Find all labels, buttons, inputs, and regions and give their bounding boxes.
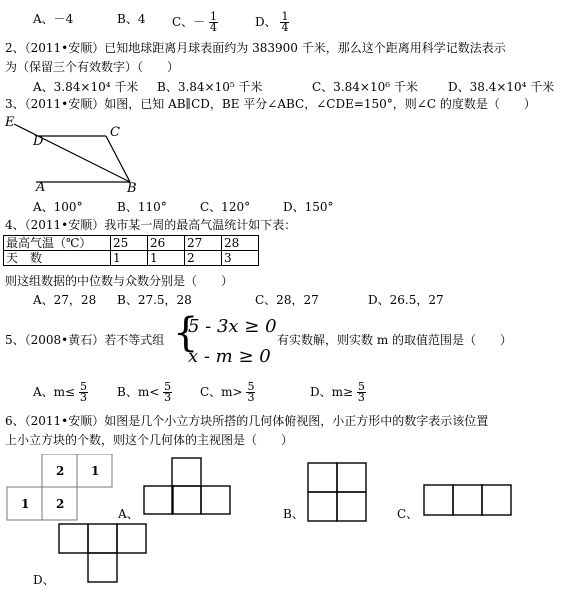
q5-option-d-fraction xyxy=(357,382,366,403)
q5-option-c xyxy=(200,382,255,403)
q2-option-b: B、3.84×10⁵ 千米 xyxy=(157,80,263,94)
point-label-d: D xyxy=(33,134,44,149)
q6-stem-line1: 6、（2011•安顺）如图是几个小立方块所搭的几何体俯视图，小正方形中的数字表示该位置 xyxy=(5,414,489,428)
q4-option-c: C、28，27 xyxy=(255,293,319,307)
q2-option-c: C、3.84×10⁶ 千米 xyxy=(312,80,418,94)
q3-option-d: D、150° xyxy=(283,200,334,214)
q5-inequality-2: x - m ≥ 0 xyxy=(188,346,271,367)
q5-option-c-label: C、m> xyxy=(200,385,243,399)
temperature-table xyxy=(3,235,259,266)
table-cell: 2 xyxy=(185,251,222,266)
q2-stem-line2: 为（保留三个有效数字）（ ） xyxy=(5,60,180,74)
fraction-denominator: 3 xyxy=(357,391,365,404)
point-label-c: C xyxy=(110,125,120,140)
fraction-numerator: 5 xyxy=(357,380,365,393)
table-cell: 26 xyxy=(148,236,185,251)
q6-option-b: B、 xyxy=(283,507,304,521)
fraction-denominator: 4 xyxy=(210,21,218,34)
q3-stem: 3、（2011•安顺）如图，已知 AB∥CD，BE 平分∠ABC，∠CDE=150°，则∠C 的度数是（ ） xyxy=(5,97,536,111)
grid-number: 1 xyxy=(21,497,30,511)
table-cell: 3 xyxy=(222,251,259,266)
q5-stem-suffix: 有实数解，则实数 m 的取值范围是（ ） xyxy=(277,333,513,347)
q5-option-d xyxy=(310,382,366,403)
q6-option-b-figure xyxy=(307,462,369,524)
q6-option-d: D、 xyxy=(33,573,55,587)
q1-option-d-fraction xyxy=(280,12,289,33)
table-cell: 1 xyxy=(148,251,185,266)
q4-option-b: B、27.5，28 xyxy=(117,293,192,307)
table-cell: 1 xyxy=(111,251,148,266)
fraction-denominator: 3 xyxy=(247,391,255,404)
fraction-numerator: 1 xyxy=(281,10,289,23)
table-cell: 25 xyxy=(111,236,148,251)
q5-option-b xyxy=(117,382,172,403)
fraction-denominator: 4 xyxy=(281,21,289,34)
q5-stem-prefix: 5、（2008•黄石）若不等式组 xyxy=(5,333,165,347)
q3-option-a: A、100° xyxy=(33,200,83,214)
point-label-b: B xyxy=(127,181,137,196)
q3-geometry-figure xyxy=(0,112,150,197)
q5-option-c-fraction xyxy=(246,382,255,403)
q6-option-a: A、 xyxy=(118,507,139,521)
q6-top-view-grid xyxy=(6,454,118,522)
q1-option-d-label: D、 xyxy=(255,15,277,29)
point-label-e: E xyxy=(5,115,15,130)
q6-option-c-figure xyxy=(423,484,515,518)
grid-number: 2 xyxy=(56,464,65,478)
q5-option-d-label: D、m≥ xyxy=(310,385,354,399)
q1-option-b: B、4 xyxy=(117,12,146,26)
table-row xyxy=(4,251,259,266)
fraction-denominator: 3 xyxy=(79,391,87,404)
q1-option-c xyxy=(172,12,218,33)
q5-inequality-1: 5 - 3x ≥ 0 xyxy=(188,316,277,337)
q4-question: 则这组数据的中位数与众数分别是（ ） xyxy=(5,274,234,288)
table-header-cell: 天 数 xyxy=(4,251,111,266)
q6-option-a-figure xyxy=(143,457,235,517)
fraction-numerator: 1 xyxy=(210,10,218,23)
fraction-denominator: 3 xyxy=(164,391,172,404)
q1-option-c-label: C、－ xyxy=(172,15,206,29)
q3-option-c: C、120° xyxy=(200,200,251,214)
q6-option-d-figure xyxy=(58,523,150,585)
q4-option-a: A、27，28 xyxy=(33,293,97,307)
table-cell: 27 xyxy=(185,236,222,251)
grid-number: 1 xyxy=(91,464,100,478)
q4-option-d: D、26.5，27 xyxy=(368,293,444,307)
grid-number: 2 xyxy=(56,497,65,511)
q6-option-c: C、 xyxy=(397,507,419,521)
q1-option-c-fraction xyxy=(209,12,218,33)
q1-option-a: A、－4 xyxy=(33,12,74,26)
fraction-numerator: 5 xyxy=(247,380,255,393)
q5-option-a xyxy=(33,382,88,403)
q2-stem-line1: 2、（2011•安顺）已知地球距离月球表面约为 383900 千米，那么这个距离用科学记数法表示 xyxy=(5,41,506,55)
brace-icon: { xyxy=(173,310,199,356)
fraction-numerator: 5 xyxy=(164,380,172,393)
table-row xyxy=(4,236,259,251)
q5-option-b-fraction xyxy=(163,382,172,403)
q5-option-a-fraction xyxy=(79,382,88,403)
point-label-a: A xyxy=(36,180,46,195)
q1-option-d xyxy=(255,12,289,33)
q4-stem: 4、（2011•安顺）我市某一周的最高气温统计如下表： xyxy=(5,218,297,232)
line-cb xyxy=(106,136,130,182)
q6-stem-line2: 上小立方块的个数，则这个几何体的主视图是（ ） xyxy=(5,433,294,447)
q2-option-a: A、3.84×10⁴ 千米 xyxy=(33,80,139,94)
fraction-numerator: 5 xyxy=(79,380,87,393)
q3-option-b: B、110° xyxy=(117,200,167,214)
table-header-cell: 最高气温（℃） xyxy=(4,236,111,251)
table-cell: 28 xyxy=(222,236,259,251)
q5-option-a-label: A、m≤ xyxy=(33,385,76,399)
q5-option-b-label: B、m< xyxy=(117,385,160,399)
q2-option-d: D、38.4×10⁴ 千米 xyxy=(448,80,555,94)
